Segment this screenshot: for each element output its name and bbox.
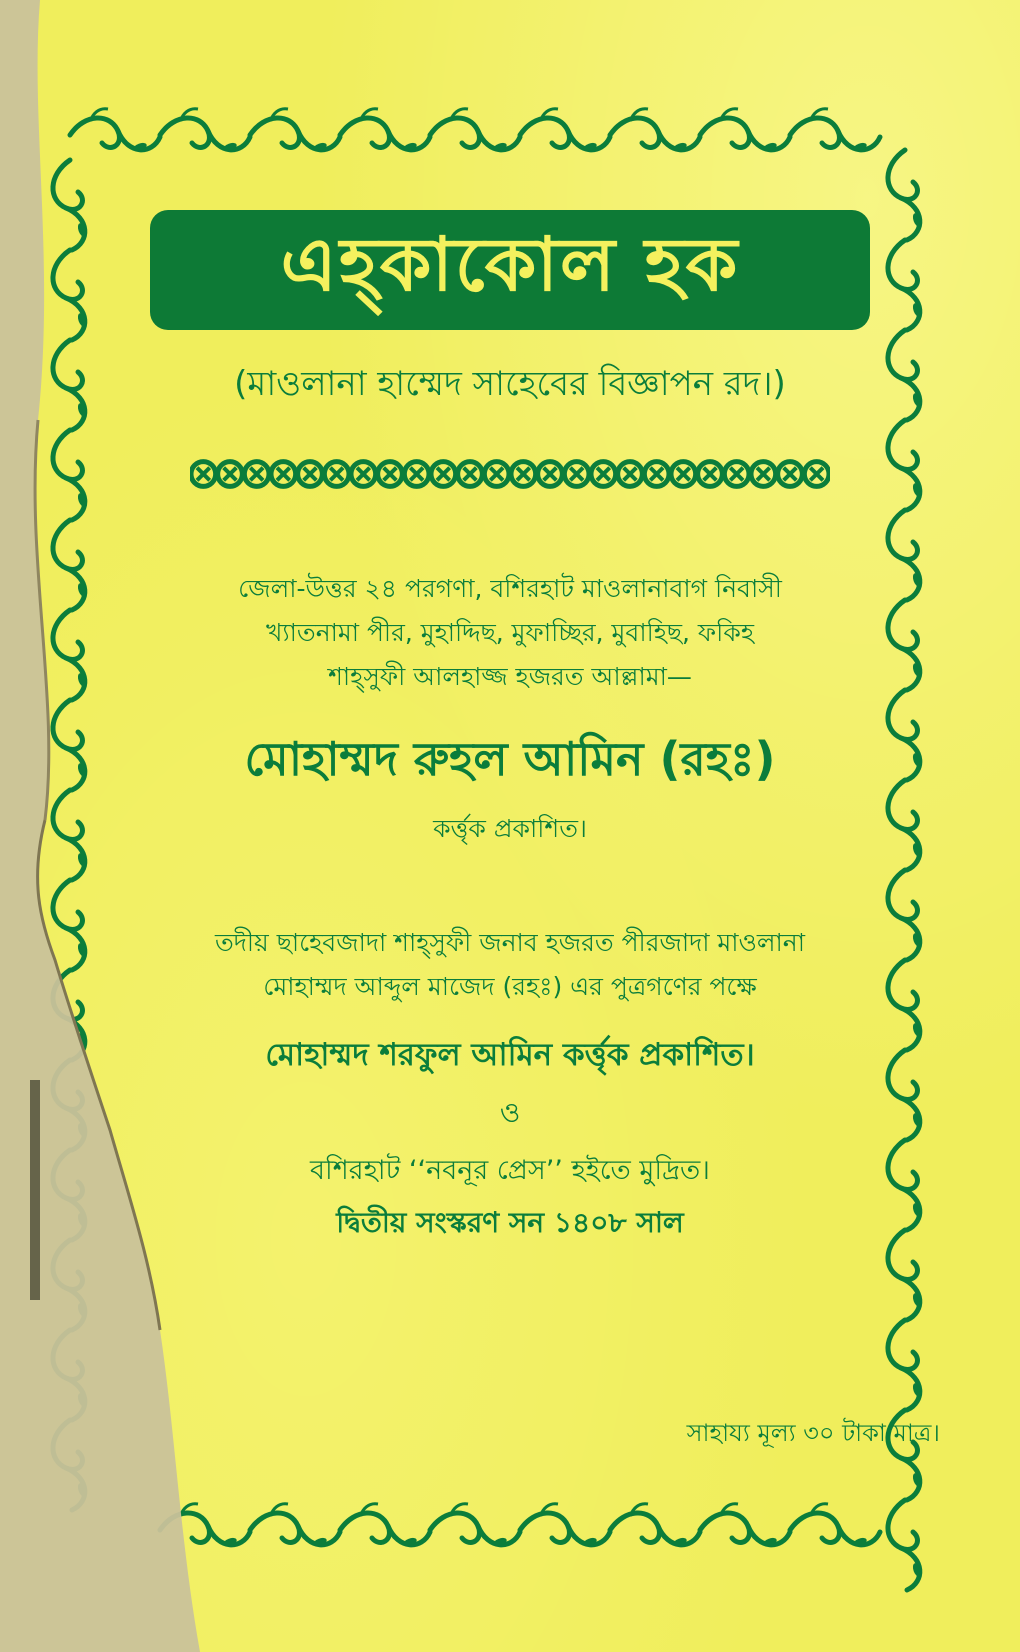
intro-block <box>110 567 910 699</box>
successor-line: তদীয় ছাহেবজাদা শাহ্‌সুফী জনাব হজরত পীরজাদা মাওলানা <box>215 928 805 957</box>
chain-link-cross <box>570 468 583 481</box>
chain-link-cross <box>730 468 743 481</box>
chain-link-cross <box>224 468 237 481</box>
title-banner <box>150 210 870 330</box>
chain-link-cross <box>490 468 503 481</box>
chain-link-cross <box>277 468 290 481</box>
conjunction: ও <box>499 1096 521 1129</box>
intro-line: শাহ্‌সুফী আলহাজ্জ হজরত আল্লামা— <box>328 662 692 691</box>
price-label: সাহায্য মূল্য ৩০ টাকা মাত্র। <box>686 1419 940 1447</box>
chain-link-cross <box>464 468 477 481</box>
chain-link-cross <box>757 468 770 481</box>
author-name: মোহাম্মদ রুহল আমিন (রহঃ) <box>244 732 776 786</box>
chain-link-cross <box>517 468 530 481</box>
chain-link-cross <box>784 468 797 481</box>
chain-link-cross <box>677 468 690 481</box>
cover-content <box>110 210 910 1248</box>
chain-link-cross <box>384 468 397 481</box>
chain-link-cross <box>624 468 637 481</box>
chain-link-cross <box>197 468 210 481</box>
successor-block <box>110 921 910 1009</box>
subtitle: (মাওলানা হাম্মেদ সাহেবের বিজ্ঞাপন রদ।) <box>234 364 786 404</box>
chain-link-cross <box>544 468 557 481</box>
chain-link-cross <box>437 468 450 481</box>
chain-link-cross <box>597 468 610 481</box>
intro-line: জেলা-উত্তর ২৪ পরগণা, বশিরহাট মাওলানাবাগ নিবাসী <box>238 574 782 603</box>
chain-link-cross <box>650 468 663 481</box>
intro-line: খ্যাতনামা পীর, মুহাদ্দিছ, মুফাচ্ছির, মুবাহিছ, ফকিহ <box>266 618 754 647</box>
chain-link-cross <box>330 468 343 481</box>
book-title: এহ্‌কাকোল হক <box>280 221 740 308</box>
press-line: বশিরহাট ‘‘নবনূর প্রেস’’ হইতে মুদ্রিত। <box>310 1155 710 1186</box>
chain-link-cross <box>410 468 423 481</box>
successor-line: মোহাম্মদ আব্দুল মাজেদ (রহঃ) এর পুত্রগণের পক্ষে <box>263 972 757 1001</box>
chain-link-cross <box>810 468 823 481</box>
publisher-line: মোহাম্মদ শরফুল আমিন কর্ত্তৃক প্রকাশিত। <box>265 1037 755 1073</box>
chain-divider <box>190 447 830 501</box>
chain-link-cross <box>250 468 263 481</box>
chain-link-cross <box>704 468 717 481</box>
chain-link-cross <box>357 468 370 481</box>
chain-link-cross <box>304 468 317 481</box>
published-by: কর্ত্তৃক প্রকাশিত। <box>433 814 587 843</box>
edition-line: দ্বিতীয় সংস্করণ সন ১৪০৮ সাল <box>336 1206 684 1239</box>
